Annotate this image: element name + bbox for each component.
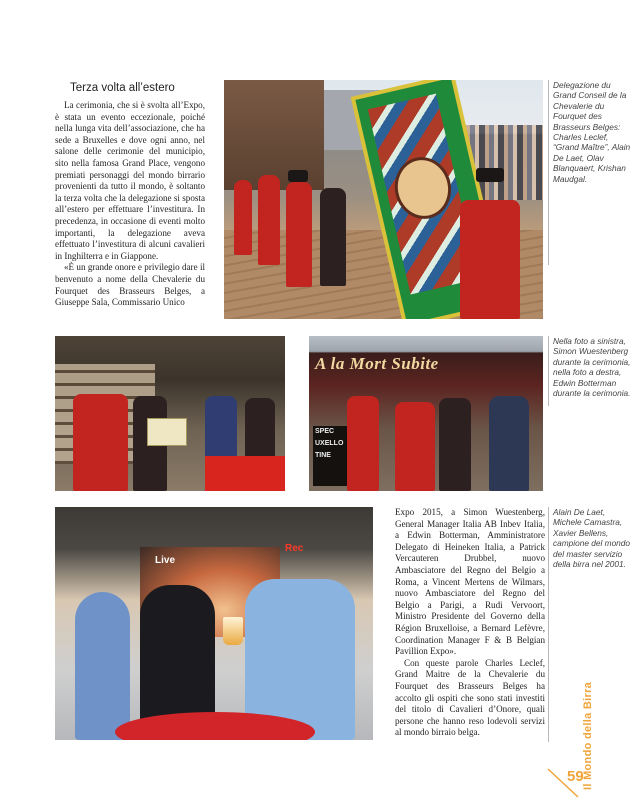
hat <box>476 168 504 182</box>
beer-glass <box>223 617 243 645</box>
photo-caption-wuestenberg-botterman: Nella foto a sinistra, Simon Wuestenberg durante la cerimonia, nella foto a destra, Edwin Botterman durante la cerimonia. <box>553 336 631 399</box>
figure <box>75 592 130 740</box>
screen-live-label: Live <box>155 555 176 566</box>
caption-divider <box>548 80 549 265</box>
shop-sign: A la Mort Subite <box>315 354 439 373</box>
figure <box>286 182 312 287</box>
storefront-line: UXELLO <box>315 440 344 447</box>
figure <box>439 398 471 491</box>
photo-beer-service <box>55 507 373 740</box>
storefront-line: TINE <box>315 452 331 459</box>
pavilion-canopy <box>224 80 324 190</box>
figure <box>234 180 252 255</box>
hat <box>288 170 308 182</box>
photo-caption-delegation: Delegazione du Grand Conseil de la Chevalerie du Fourquet des Brasseurs Belges: Charles Leclef, “Grand Maître”, Alain De Laet, Olav Blanquaert, Krishan Maudgal. <box>553 80 631 184</box>
screen-rec-label: Rec <box>285 543 304 554</box>
figure-flag-bearer <box>460 200 520 319</box>
caption-divider <box>548 336 549 406</box>
magazine-title-vertical: Il Mondo della Birra <box>582 681 594 790</box>
figure <box>489 396 529 491</box>
photo-flag-ceremony <box>224 80 543 319</box>
paragraph: Expo 2015, a Simon Wuestenberg, General Manager Italia AB Inbev Italia, a Edwin Botterman, Amministratore Delegato di Heineken Italia, a Patrick Vercauteren Drubbel, nuovo Ambasciatore del Regno del Belgio a Roma, a Vincent Mertens de Wilmars, nuovo Ambasciatore del Regno del Belgio a Parigi, a Rudi Vervoort, Ministro Presidente del Governo della Région Bruxelloise, a Bernard Lefèvre, Coordination Manager F & B Belgian Pavillion Expo». <box>395 507 545 657</box>
figure <box>395 402 435 491</box>
photo-ceremony-shop <box>309 336 543 491</box>
paragraph: «È un grande onore e privilegio dare il benvenuto a nome della Chevalerie du Fourquet des Brasseurs Belges, a Giuseppe Sala, Commissario Unico <box>55 262 205 308</box>
figure <box>73 394 128 491</box>
right-text-column <box>395 507 545 739</box>
photo-certificate <box>55 336 285 491</box>
figure <box>320 188 346 286</box>
storefront-line: SPEC <box>315 428 335 435</box>
photo-caption-beer-master: Alain De Laet, Michele Camastra, Xavier Bellens, campione del mondo del master servizio della birra nel 2001. <box>553 507 631 570</box>
page-number: 59 <box>567 768 584 785</box>
left-text-column <box>55 100 205 309</box>
paragraph: Con queste parole Charles Leclef, Grand Maitre de la Chevalerie du Fourquet des Brasseurs Belges ha accolto gli ospiti che sono stati investiti del titolo di Cavalieri d’Onore, quali persone che hanno reso lodevoli servizi al mondo birraio belga. <box>395 657 545 738</box>
certificate <box>147 418 187 446</box>
caption-divider <box>548 507 549 742</box>
red-banner <box>205 456 285 491</box>
figure <box>347 396 379 491</box>
figure <box>258 175 280 265</box>
paragraph: La cerimonia, che si è svolta all’Expo, è stata un evento eccezionale, poiché nella lunga vita dell’associazione, che ha sede a Bruxelles e dove ogni anno, nel salone delle cerimonie del municipio, sito nella famosa Grand Place, vengono premiati personaggi del mondo birrario provenienti da tutto il mondo, è soltanto la terza volta che la delegazione si sposta all’estero per effettuare l’investitura. In precedenza, in occasione di eventi molto importanti, la delegazione aveva effettuato l’investitura di alcuni cavalieri in Inghilterra e in Giappone. <box>55 100 205 261</box>
article-heading: Terza volta all’estero <box>70 82 175 94</box>
